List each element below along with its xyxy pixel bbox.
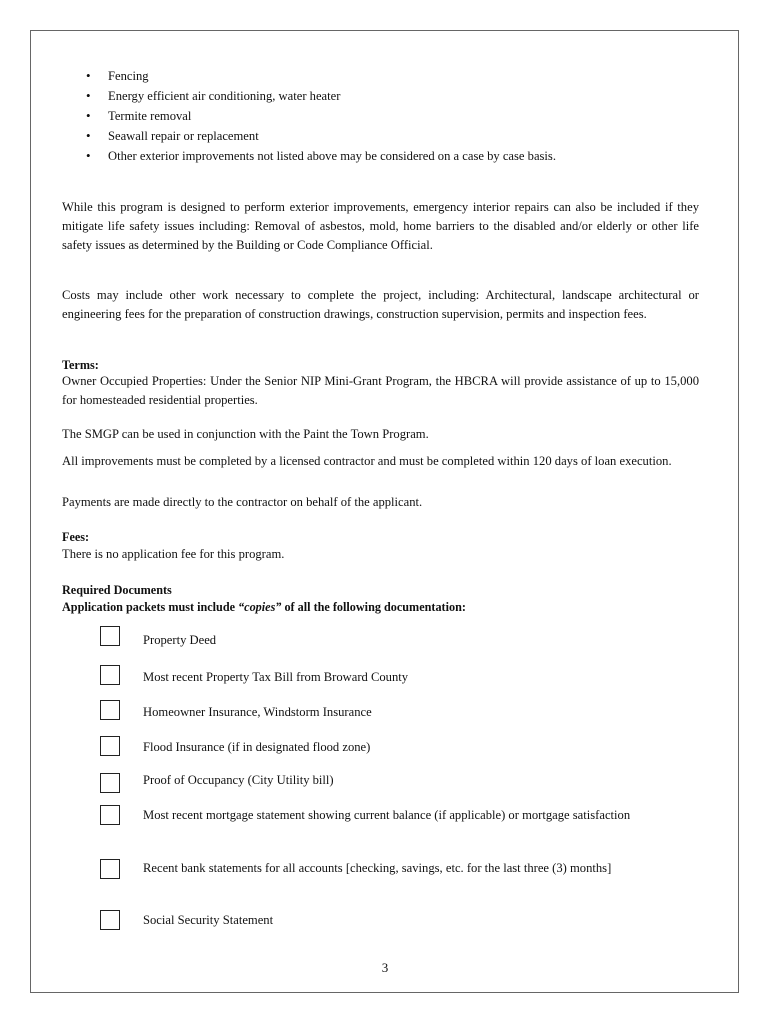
document-label: Social Security Statement bbox=[143, 913, 274, 927]
fees-text: There is no application fee for this program. bbox=[62, 547, 285, 561]
document-label: Flood Insurance (if in designated flood zone) bbox=[143, 740, 371, 754]
fees-heading: Fees: bbox=[62, 530, 90, 544]
document-row bbox=[100, 859, 710, 879]
list-item: • Seawall repair or replacement bbox=[62, 126, 722, 146]
payments-paragraph: Payments are made directly to the contractor on behalf of the applicant. bbox=[62, 495, 423, 509]
document-label: Homeowner Insurance, Windstorm Insurance bbox=[143, 705, 372, 719]
terms-heading: Terms: bbox=[62, 358, 99, 372]
document-row bbox=[100, 773, 710, 793]
document-row bbox=[100, 700, 710, 722]
document-row bbox=[100, 805, 710, 825]
page-number: 3 bbox=[381, 960, 389, 975]
checkbox[interactable] bbox=[100, 910, 120, 930]
required-documents-heading: Required Documents bbox=[62, 583, 172, 597]
document-label: Most recent mortgage statement showing current balance (if applicable) or mortgage satisfaction bbox=[143, 808, 631, 822]
document-label: Most recent Property Tax Bill from Broward County bbox=[143, 670, 409, 684]
checkbox[interactable] bbox=[100, 700, 120, 720]
list-item: • Energy efficient air conditioning, water heater bbox=[62, 86, 722, 106]
improvement-list bbox=[62, 66, 722, 166]
document-label: Proof of Occupancy (City Utility bill) bbox=[143, 773, 334, 787]
checkbox[interactable] bbox=[100, 665, 120, 685]
checkbox[interactable] bbox=[100, 805, 120, 825]
document-row bbox=[100, 626, 710, 650]
list-item: • Fencing bbox=[62, 66, 722, 86]
list-item: • Termite removal bbox=[62, 106, 722, 126]
document-row bbox=[100, 910, 710, 930]
smgp-paragraph: The SMGP can be used in conjunction with the Paint the Town Program. bbox=[62, 427, 429, 441]
document-label: Property Deed bbox=[143, 633, 217, 647]
contractor-paragraph: All improvements must be completed by a licensed contractor and must be completed within 120 days of loan execution. bbox=[62, 454, 672, 468]
checkbox[interactable] bbox=[100, 773, 120, 793]
owner-occupied-paragraph: Owner Occupied Properties: Under the Senior NIP Mini-Grant Program, the HBCRA will provide assistance of up to 15,000 for homesteaded residential properties. bbox=[62, 374, 699, 407]
interior-repairs-paragraph: While this program is designed to perform exterior improvements, emergency interior repairs can also be included if they mitigate life safety issues including: Removal of asbestos, mold, home barriers to the disabled and/or elderly or other life safety issues as determined by the Building or Code Compliance Official. bbox=[62, 200, 699, 252]
list-item: • Other exterior improvements not listed above may be considered on a case by case basis. bbox=[62, 146, 722, 166]
document-row bbox=[100, 736, 710, 757]
checkbox[interactable] bbox=[100, 626, 120, 646]
document-label: Recent bank statements for all accounts [checking, savings, etc. for the last three (3) months] bbox=[143, 861, 612, 875]
required-documents-subheading: Application packets must include “copies” of all the following documentation: bbox=[62, 600, 466, 614]
costs-paragraph: Costs may include other work necessary to complete the project, including: Architectural, landscape architectural or engineering fees for the preparation of construction drawings, construction supervision, permits and inspection fees. bbox=[62, 288, 699, 321]
document-row bbox=[100, 665, 710, 687]
checkbox[interactable] bbox=[100, 736, 120, 756]
checkbox[interactable] bbox=[100, 859, 120, 879]
